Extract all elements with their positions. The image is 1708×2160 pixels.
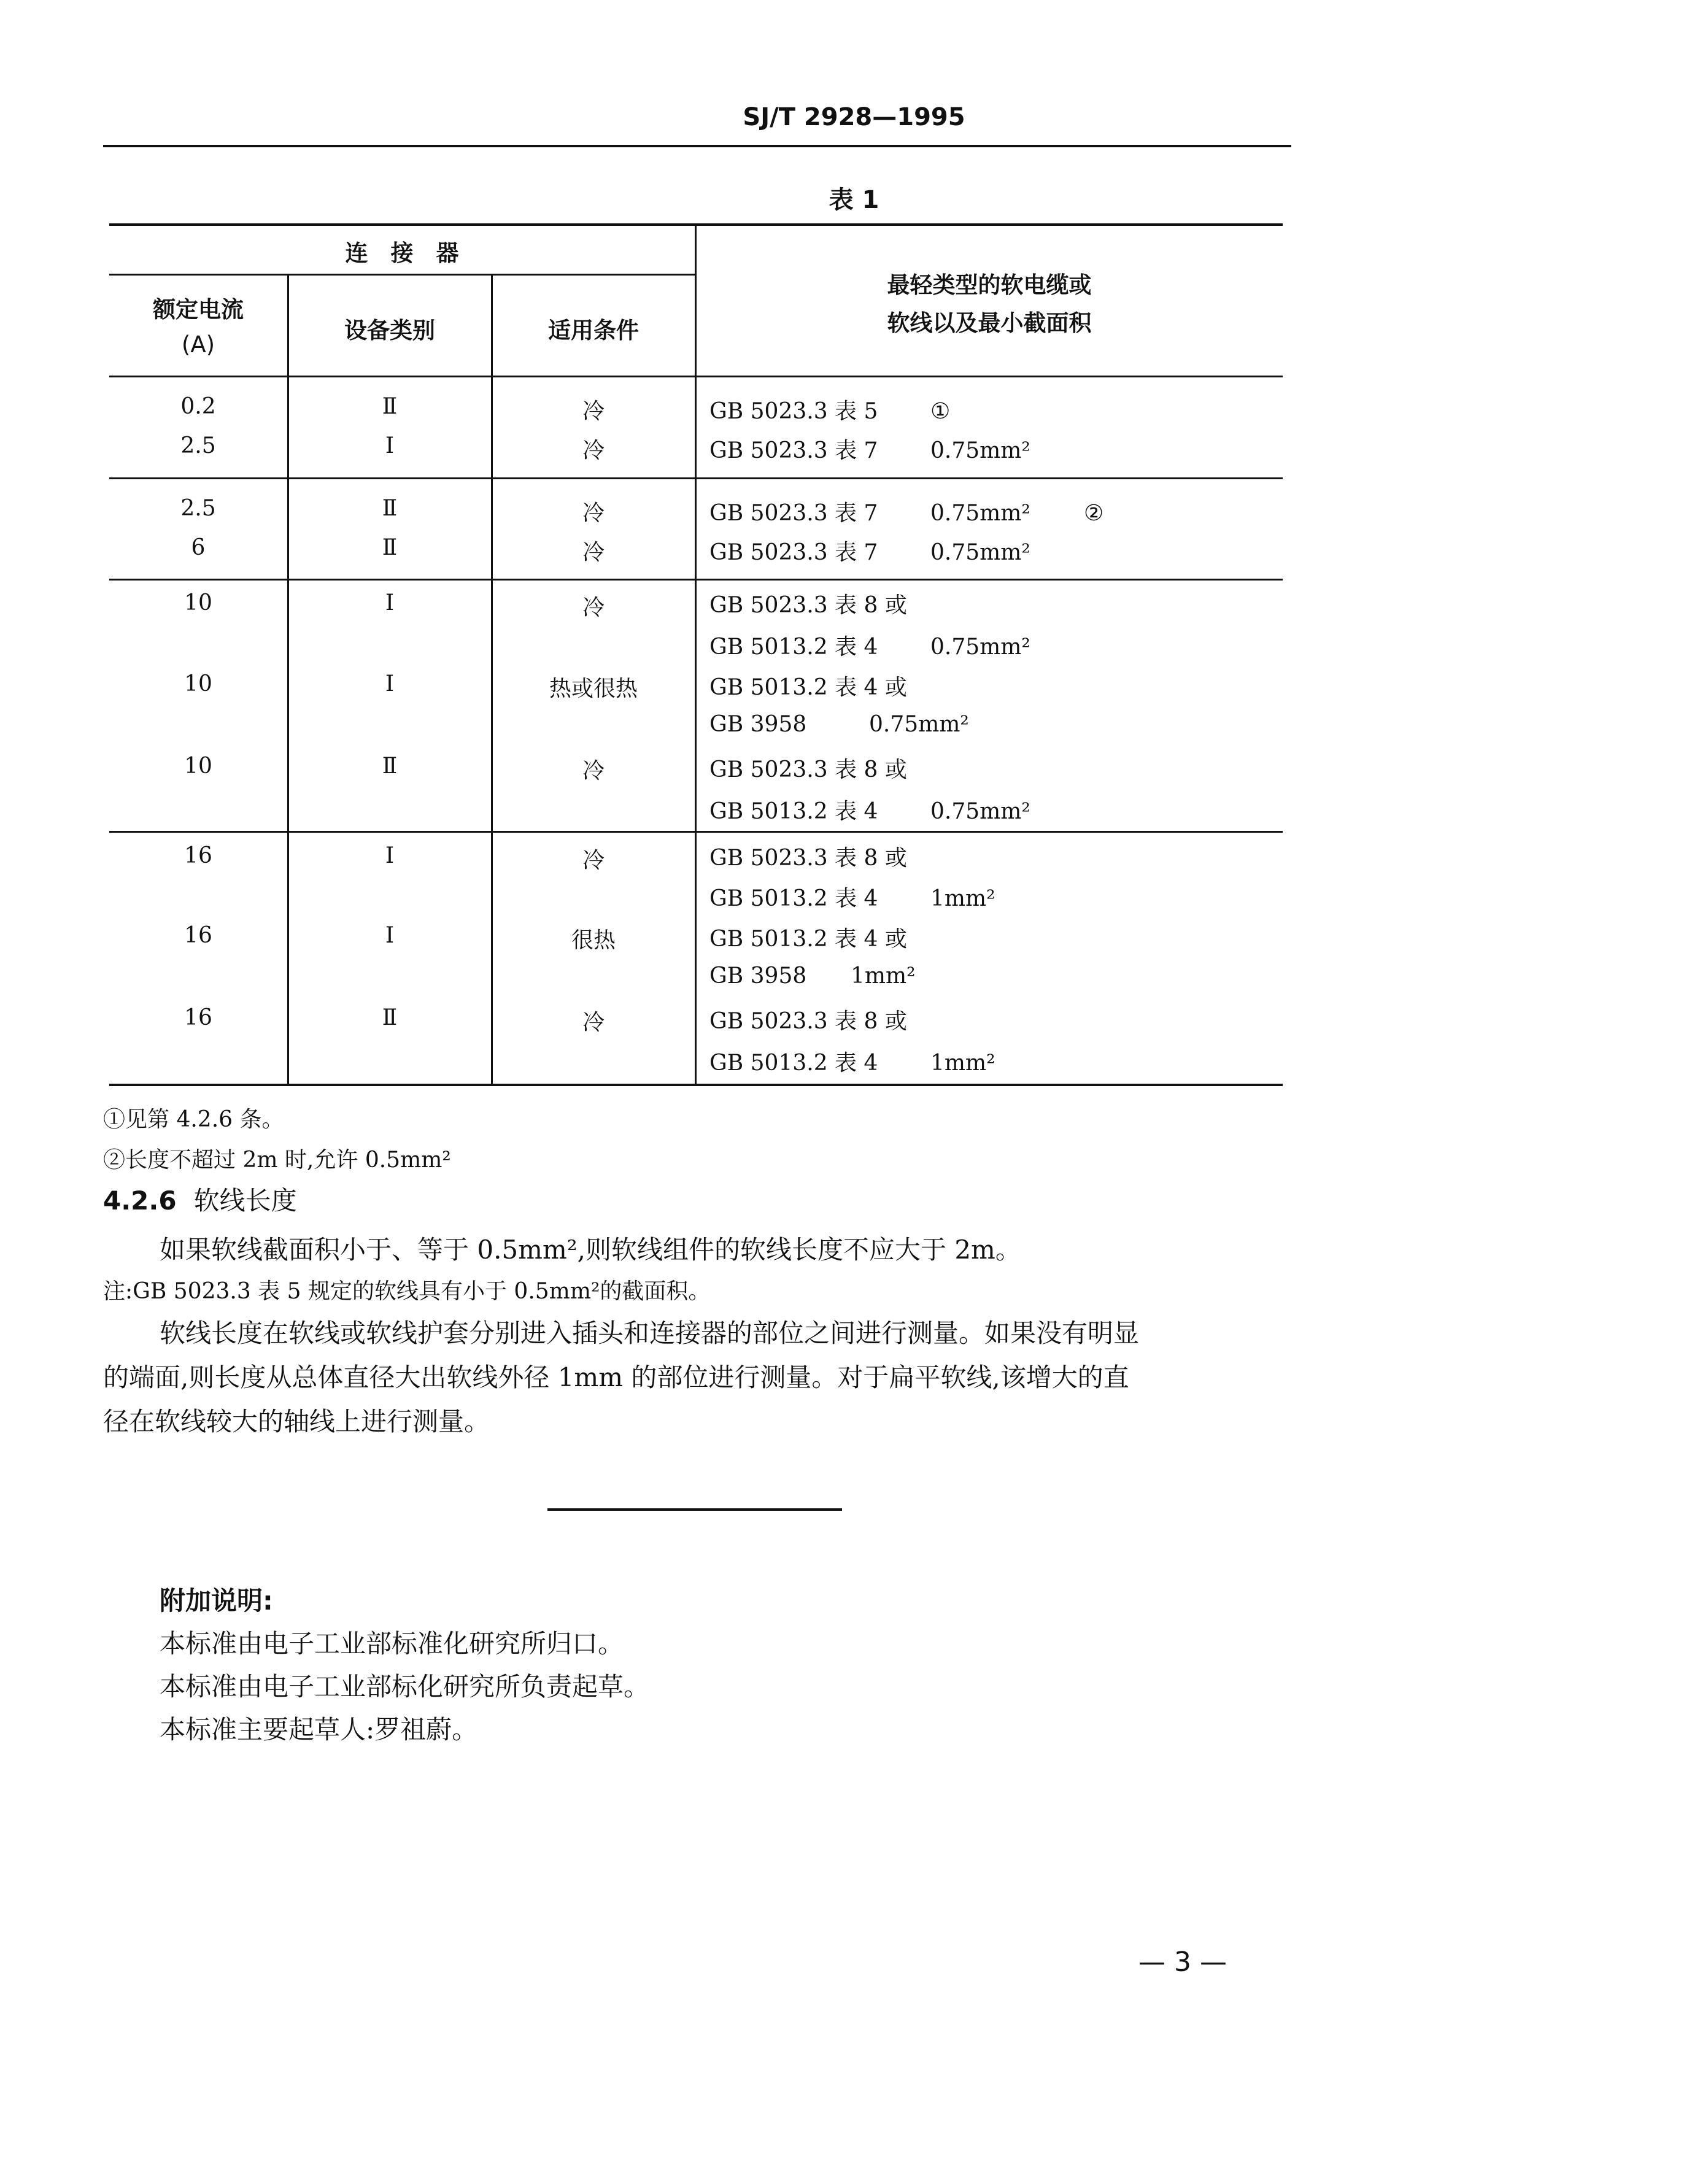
column-divider [695, 223, 697, 1085]
section-title: 软线长度 [193, 1186, 297, 1216]
appendix-line: 本标准由电子工业部标化研究所负责起草。 [160, 1672, 650, 1702]
rated-current-cell: 16 [184, 843, 212, 868]
min-cross-section: 1mm² [930, 886, 995, 911]
appendix-line: 本标准由电子工业部标准化研究所归口。 [160, 1629, 624, 1659]
paragraph: 如果软线截面积小于、等于 0.5mm²,则软线组件的软线长度不应大于 2m。 [160, 1235, 1021, 1265]
device-class-cell: Ⅱ [382, 535, 398, 560]
rated-current-cell: 10 [184, 754, 212, 779]
paragraph-line: 的端面,则长度从总体直径大出软线外径 1mm 的部位进行测量。对于扁平软线,该增大的直 [103, 1362, 1129, 1392]
table-footnote: ②长度不超过 2m 时,允许 0.5mm² [103, 1148, 451, 1173]
cable-spec-cell [709, 496, 1103, 527]
device-class-cell: Ⅰ [385, 843, 395, 868]
condition-cell: 冷 [582, 848, 605, 873]
min-cross-section: 0.75mm² [930, 438, 1030, 463]
device-class-cell: Ⅰ [385, 590, 395, 615]
device-class-cell: Ⅱ [382, 754, 398, 779]
device-class-cell: Ⅱ [382, 394, 398, 419]
min-cross-section: 1mm² [851, 963, 916, 989]
cable-spec-cell [709, 794, 1030, 825]
cable-spec: GB 3958 [709, 963, 807, 989]
min-cross-section: 1mm² [930, 1051, 995, 1076]
connector-header-rule [109, 274, 695, 276]
cable-spec: GB 5023.3 表 8 或 [709, 846, 907, 871]
cable-spec-cell [709, 535, 1030, 566]
condition-cell: 热或很热 [549, 676, 638, 701]
cable-spec: GB 5013.2 表 4 或 [709, 927, 907, 952]
cable-header: 最轻类型的软电缆或 [887, 272, 1092, 298]
condition-cell: 很热 [571, 928, 616, 953]
cable-spec: GB 5013.2 表 4 或 [709, 675, 907, 700]
rated-current-cell: 10 [184, 590, 212, 615]
footnote-mark: ② [1084, 501, 1104, 526]
rated-current-cell: 16 [184, 1005, 212, 1030]
min-cross-section: 0.75mm² [930, 540, 1030, 565]
appendix-title: 附加说明: [160, 1586, 273, 1616]
device-class-cell: Ⅰ [385, 433, 395, 458]
cable-spec: GB 5013.2 表 4 [709, 886, 878, 911]
cable-spec: GB 3958 [709, 712, 807, 737]
rated-current-cell: 10 [184, 671, 212, 696]
document-code: SJ/T 2928—1995 [743, 103, 965, 131]
cable-spec-cell [709, 712, 969, 737]
condition-cell: 冷 [582, 438, 605, 463]
rated-current-header: 额定电流 [153, 296, 244, 323]
cable-spec-cell [709, 1004, 930, 1035]
min-cross-section: 0.75mm² [930, 501, 1030, 526]
section-heading [103, 1181, 297, 1217]
condition-cell: 冷 [582, 1010, 605, 1035]
header-rule [103, 145, 1291, 147]
condition-cell: 冷 [582, 540, 605, 565]
paragraph-line: 径在软线较大的轴线上进行测量。 [103, 1406, 490, 1437]
cable-spec-cell [709, 922, 930, 953]
cable-spec-cell [709, 841, 930, 872]
cable-spec-cell [709, 963, 916, 989]
cable-spec: GB 5023.3 表 8 或 [709, 757, 907, 782]
min-cross-section: 0.75mm² [930, 799, 1030, 824]
section-note: 注:GB 5023.3 表 5 规定的软线具有小于 0.5mm²的截面积。 [103, 1279, 711, 1304]
device-class-cell: Ⅱ [382, 1005, 398, 1030]
condition-cell: 冷 [582, 501, 605, 526]
table-caption: 表 1 [829, 186, 879, 214]
cable-spec-cell [709, 630, 1030, 661]
appendix-line: 本标准主要起草人:罗祖蔚。 [160, 1714, 478, 1745]
cable-spec-cell [709, 394, 950, 425]
cable-spec-cell [709, 881, 995, 912]
rated-current-cell: 6 [191, 535, 206, 560]
cable-spec: GB 5023.3 表 8 或 [709, 593, 907, 618]
rated-current-cell: 0.2 [180, 394, 216, 419]
cable-header: 软线以及最小截面积 [887, 310, 1092, 336]
min-cross-section: 0.75mm² [930, 634, 1030, 660]
device-class-cell: Ⅰ [385, 923, 395, 948]
table-footnote: ①见第 4.2.6 条。 [103, 1107, 284, 1132]
cable-spec: GB 5023.3 表 8 或 [709, 1009, 907, 1034]
page-number: — 3 — [1138, 1946, 1227, 1978]
end-rule [547, 1508, 842, 1511]
cable-spec: GB 5023.3 表 5 [709, 399, 878, 424]
cable-spec-cell [709, 1046, 995, 1077]
condition-cell: 冷 [582, 595, 605, 620]
cable-spec: GB 5023.3 表 7 [709, 501, 878, 526]
device-class-cell: Ⅱ [382, 496, 398, 521]
rated-current-unit: (A) [181, 331, 215, 358]
cable-spec-cell [709, 588, 930, 619]
cable-spec-cell [709, 752, 930, 784]
cable-spec: GB 5023.3 表 7 [709, 540, 878, 565]
paragraph-line: 软线长度在软线或软线护套分别进入插头和连接器的部位之间进行测量。如果没有明显 [160, 1318, 1140, 1348]
cable-spec-cell [709, 670, 930, 701]
connector-group-header: 连 接 器 [345, 240, 459, 266]
device-class-header: 设备类别 [344, 317, 435, 344]
rated-current-cell: 2.5 [180, 433, 216, 458]
cable-spec: GB 5013.2 表 4 [709, 1051, 878, 1076]
footnote-mark: ① [930, 399, 951, 424]
cable-spec: GB 5013.2 表 4 [709, 799, 878, 824]
min-cross-section: 0.75mm² [869, 712, 969, 737]
condition-cell: 冷 [582, 399, 605, 424]
condition-header: 适用条件 [548, 317, 639, 344]
rated-current-cell: 16 [184, 923, 212, 948]
rated-current-cell: 2.5 [180, 496, 216, 521]
device-class-cell: Ⅰ [385, 671, 395, 696]
cable-spec-cell [709, 433, 1030, 465]
cable-spec: GB 5013.2 表 4 [709, 634, 878, 660]
section-number: 4.2.6 [103, 1186, 177, 1216]
condition-cell: 冷 [582, 758, 605, 784]
cable-spec: GB 5023.3 表 7 [709, 438, 878, 463]
